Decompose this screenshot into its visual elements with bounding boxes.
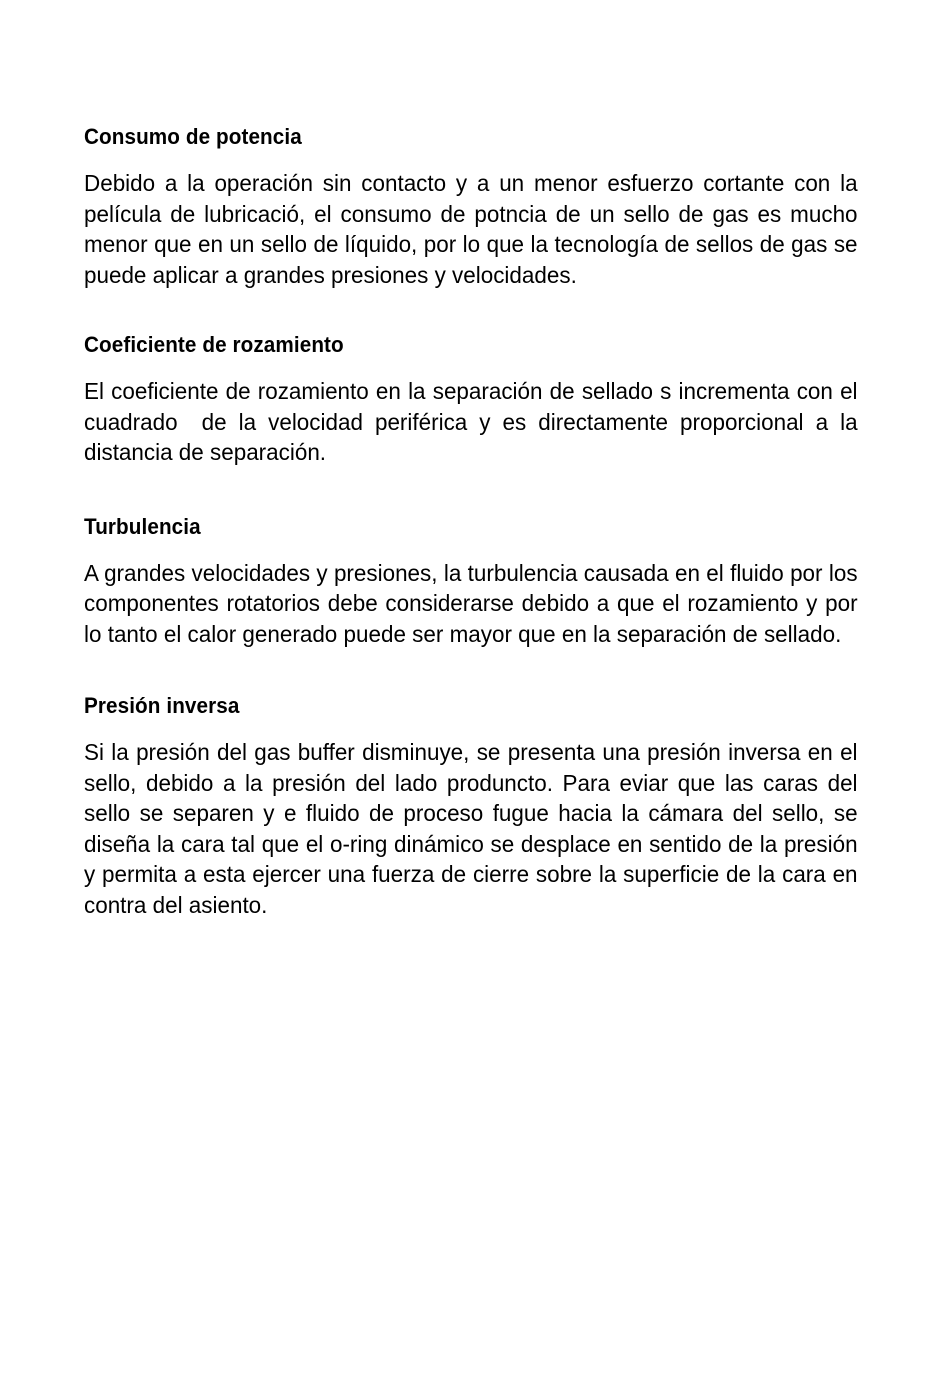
- document-content: [84, 122, 864, 920]
- section-presion-inversa: [84, 691, 864, 920]
- section-heading-presion-inversa: Presión inversa: [84, 693, 240, 718]
- section-heading-coeficiente-de-rozamiento: Coeficiente de rozamiento: [84, 332, 344, 357]
- page-blank-area: [0, 990, 950, 1374]
- section-body-turbulencia: A grandes velocidades y presiones, la turbulencia causada en el fluido por los componentes rotatorios debe considerarse debido a que el rozamiento y por lo tanto el calor generado puede ser mayor que en la separación de sellado.: [84, 559, 864, 647]
- section-body-consumo-de-potencia: Debido a la operación sin contacto y a un menor esfuerzo cortante con la película de lubricació, el consumo de potncia de un sello de gas es mucho menor que en un sello de líquido, por lo que la tecnología de sellos de gas se puede aplicar a grandes presiones y velocidades.: [84, 170, 864, 288]
- section-body-presion-inversa: Si la presión del gas buffer disminuye, se presenta una presión inversa en el sello, debido a la presión del lado produncto. Para eviar que las caras del sello se separen y e fluido de proceso fugue hacia la cámara del sello, se diseña la cara tal que el o-ring dinámico se desplace en sentido de la presión y permita a esta ejercer una fuerza de cierre sobre la superficie de la cara en contra del asiento.: [84, 739, 864, 918]
- section-body-coeficiente-de-rozamiento: El coeficiente de rozamiento en la separación de sellado s incrementa con el cuadrado de la velocidad periférica y es directamente proporcional a la distancia de separación.: [84, 378, 864, 465]
- section-coeficiente-de-rozamiento: [84, 330, 864, 468]
- section-turbulencia: [84, 512, 864, 650]
- section-heading-turbulencia: Turbulencia: [84, 513, 201, 539]
- section-consumo-de-potencia: [84, 122, 864, 290]
- section-heading-consumo-de-potencia: Consumo de potencia: [84, 124, 302, 149]
